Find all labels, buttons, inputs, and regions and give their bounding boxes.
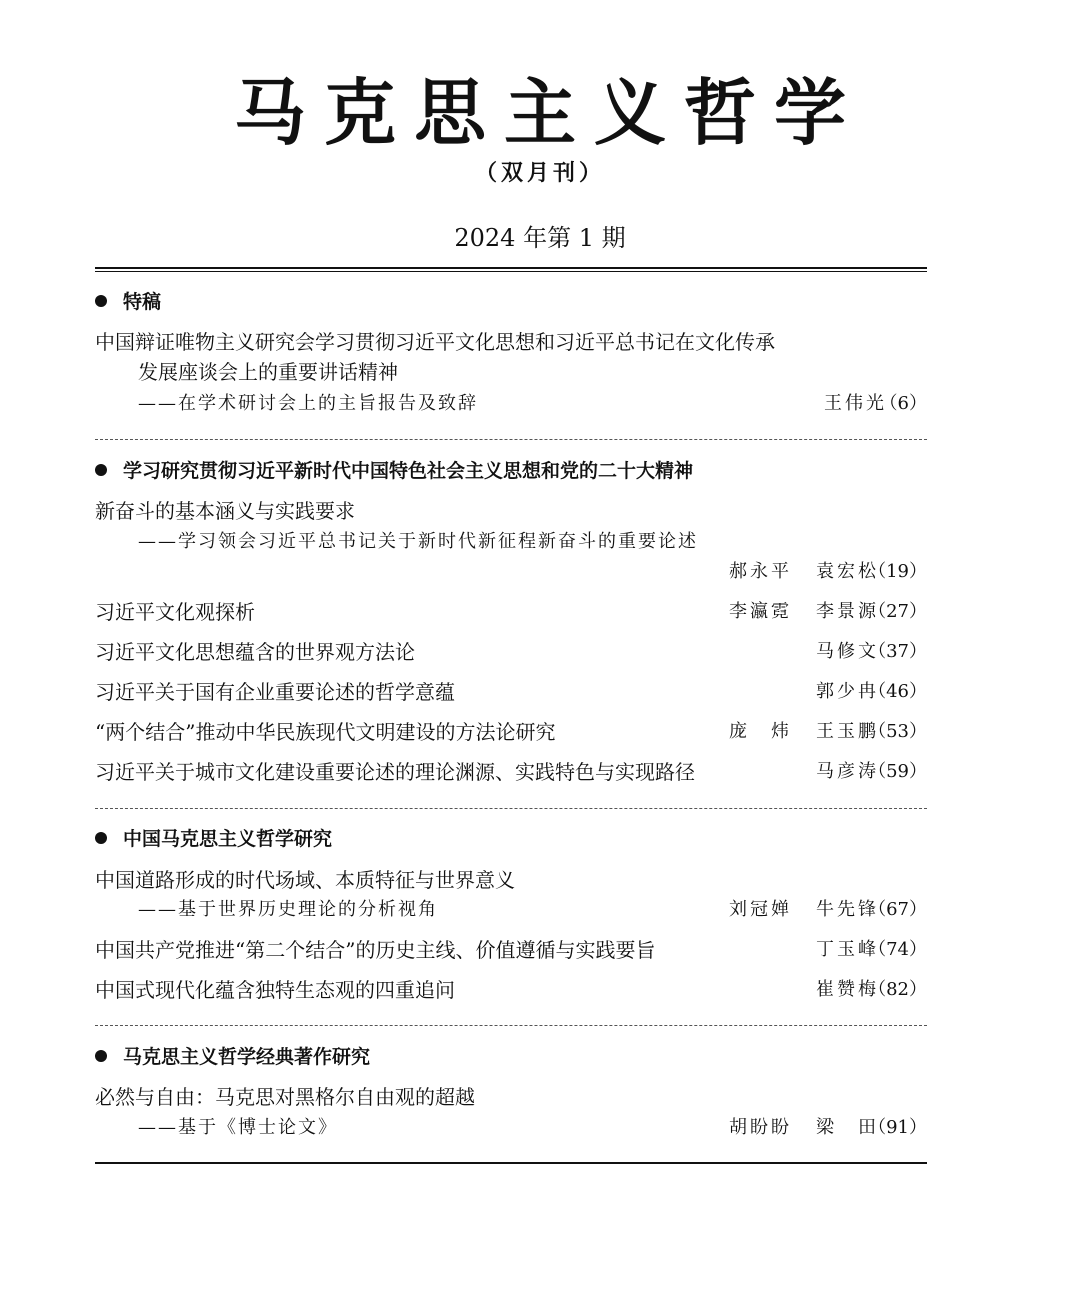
- article-author: 马彦涛: [816, 761, 879, 782]
- article-author: 刘冠婵: [729, 899, 792, 920]
- article-title[interactable]: 中国辩证唯物主义研究会学习贯彻习近平文化思想和习近平总书记在文化传承: [95, 330, 775, 354]
- article-title[interactable]: 必然与自由：马克思对黑格尔自由观的超越: [95, 1085, 475, 1109]
- article-author: 王伟光: [824, 393, 887, 414]
- article-author: 李景源: [816, 601, 879, 622]
- article-title[interactable]: 发展座谈会上的重要讲话精神: [138, 360, 398, 384]
- issue-number: 2024 年第 1 期: [454, 224, 626, 252]
- section-heading: 马克思主义哲学经典著作研究: [95, 1044, 927, 1070]
- article-author: 马修文: [816, 641, 879, 662]
- bullet-icon: [95, 464, 107, 476]
- page-number: （6）: [879, 393, 927, 414]
- article-author: 庞 炜: [729, 721, 792, 742]
- article-title[interactable]: 习近平关于国有企业重要论述的哲学意蕴: [95, 680, 455, 704]
- section-divider: [95, 808, 927, 809]
- article-author: 牛先锋: [816, 899, 879, 920]
- article-title[interactable]: 中国式现代化蕴含独特生态观的四重追问: [95, 978, 455, 1002]
- article-author: 崔赞梅: [816, 979, 879, 1000]
- section-divider: [95, 439, 927, 440]
- page-number: （27）: [868, 601, 927, 622]
- page-number: （37）: [868, 641, 927, 662]
- page-number: （67）: [868, 899, 927, 920]
- article-subtitle: ——在学术研讨会上的主旨报告及致辞: [138, 393, 478, 414]
- article-subtitle: ——学习领会习近平总书记关于新时代新征程新奋斗的重要论述: [138, 531, 698, 552]
- article-subtitle: ——基于《博士论文》: [138, 1117, 338, 1138]
- article-title[interactable]: “两个结合”推动中华民族现代文明建设的方法论研究: [95, 720, 556, 744]
- article-title[interactable]: 中国道路形成的时代场域、本质特征与世界意义: [95, 868, 515, 892]
- section-divider: [95, 1025, 927, 1026]
- article-author: 郭少冉: [816, 681, 879, 702]
- bullet-icon: [95, 1050, 107, 1062]
- page-number: （91）: [868, 1117, 927, 1138]
- article-author: 胡盼盼: [729, 1117, 792, 1138]
- page-number: （82）: [868, 979, 927, 1000]
- page-number: （19）: [868, 561, 927, 582]
- page-number: （53）: [868, 721, 927, 742]
- publication-frequency: （双月刊）: [474, 160, 605, 186]
- footer-divider: [95, 1162, 927, 1164]
- article-author: 丁玉峰: [816, 939, 879, 960]
- journal-title: 马克思主义哲学: [233, 70, 864, 155]
- header-divider: [95, 267, 927, 272]
- article-author: 王玉鹏: [816, 721, 879, 742]
- page-number: （46）: [868, 681, 927, 702]
- article-author: 袁宏松: [816, 561, 879, 582]
- article-author: 梁 田: [816, 1117, 879, 1138]
- section-heading: 学习研究贯彻习近平新时代中国特色社会主义思想和党的二十大精神: [95, 458, 927, 484]
- article-title[interactable]: 习近平文化观探析: [95, 600, 255, 624]
- article-author: 李瀛霓: [729, 601, 792, 622]
- bullet-icon: [95, 295, 107, 307]
- page-number: （59）: [868, 761, 927, 782]
- page-number: （74）: [868, 939, 927, 960]
- article-title[interactable]: 习近平文化思想蕴含的世界观方法论: [95, 640, 415, 664]
- section-heading: 特稿: [95, 289, 927, 315]
- article-title[interactable]: 新奋斗的基本涵义与实践要求: [95, 499, 355, 523]
- section-heading: 中国马克思主义哲学研究: [95, 826, 927, 852]
- bullet-icon: [95, 832, 107, 844]
- article-title[interactable]: 习近平关于城市文化建设重要论述的理论渊源、实践特色与实现路径: [95, 760, 695, 784]
- article-author: 郝永平: [729, 561, 792, 582]
- article-title[interactable]: 中国共产党推进“第二个结合”的历史主线、价值遵循与实践要旨: [95, 938, 656, 962]
- article-subtitle: ——基于世界历史理论的分析视角: [138, 899, 438, 920]
